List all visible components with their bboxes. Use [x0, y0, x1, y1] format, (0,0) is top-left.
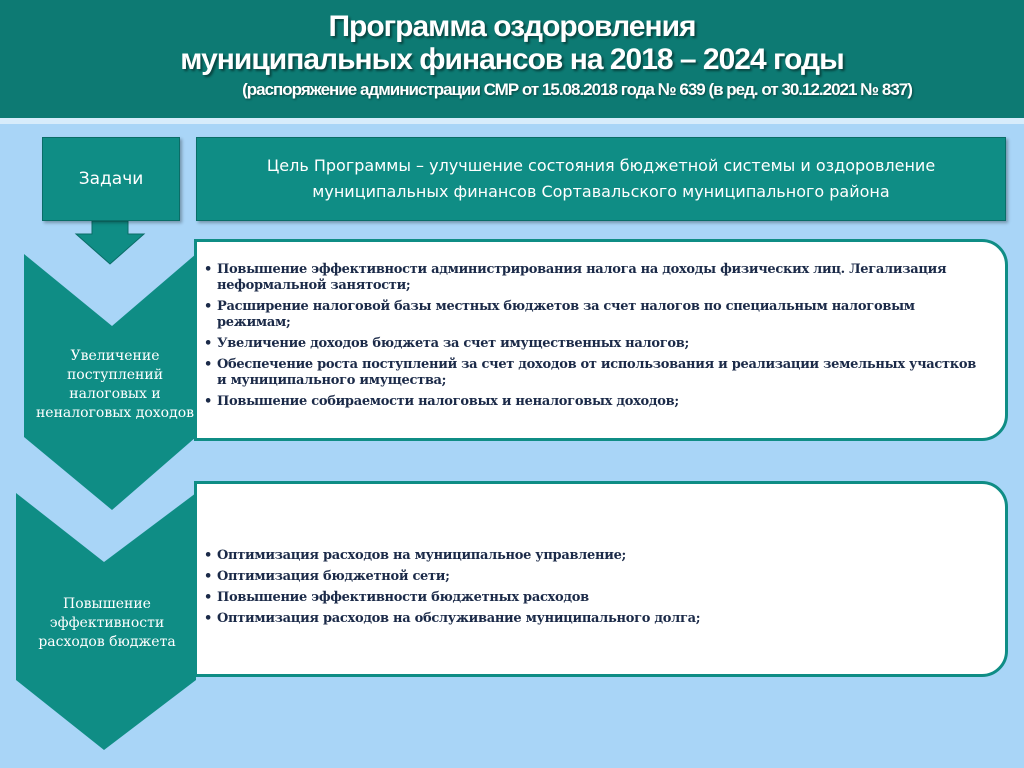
- section-2-label: [18, 595, 196, 652]
- down-arrow-icon: [76, 221, 144, 264]
- section-1-label-line: Увеличение: [70, 348, 160, 364]
- section-1-list: [201, 262, 987, 410]
- list-item: • Оптимизация бюджетной сети;: [201, 569, 987, 585]
- section-2-label-line: Повышение: [63, 596, 151, 612]
- tasks-box: [42, 137, 180, 221]
- section-1-label: [26, 347, 204, 423]
- section-1-label-line: поступлений: [66, 367, 164, 383]
- section-1-panel: [194, 239, 1008, 441]
- list-item: • Расширение налоговой базы местных бюджетов за счет налогов по специальным налоговым режимам;: [201, 299, 987, 331]
- section-2-label-line: эффективности: [49, 615, 165, 631]
- section-2-panel: [194, 481, 1008, 677]
- list-item: • Повышение собираемости налоговых и неналоговых доходов;: [201, 394, 987, 410]
- goal-text: Цель Программы – улучшение состояния бюджетной системы и оздоровление муниципальных финансов Сортавальского муниципального района: [266, 156, 936, 201]
- section-1-label-line: неналоговых доходов: [35, 405, 195, 421]
- title-line-2: муниципальных финансов на 2018 – 2024 годы: [180, 43, 844, 76]
- goal-box: [196, 137, 1006, 221]
- list-item: • Увеличение доходов бюджета за счет имущественных налогов;: [201, 336, 987, 352]
- list-item: • Повышение эффективности администрирования налога на доходы физических лиц. Легализация неформальной занятости;: [201, 262, 987, 294]
- section-2-label-line: расходов бюджета: [38, 634, 176, 650]
- title-line-1: Программа оздоровления: [328, 10, 696, 43]
- section-2-list: [201, 548, 987, 627]
- subtitle-text: (распоряжение администрации СМР от 15.08.2018 года № 639 (в ред. от 30.12.2021 № 837): [242, 80, 912, 99]
- list-item: • Обеспечение роста поступлений за счет доходов от использования и реализации земельных участков и муниципального имущества;: [201, 357, 987, 389]
- list-item: • Повышение эффективности бюджетных расходов: [201, 590, 987, 606]
- tasks-label: Задачи: [78, 169, 144, 189]
- list-item: • Оптимизация расходов на обслуживание муниципального долга;: [201, 611, 987, 627]
- list-item: • Оптимизация расходов на муниципальное управление;: [201, 548, 987, 564]
- section-1-label-line: налоговых и: [69, 386, 161, 402]
